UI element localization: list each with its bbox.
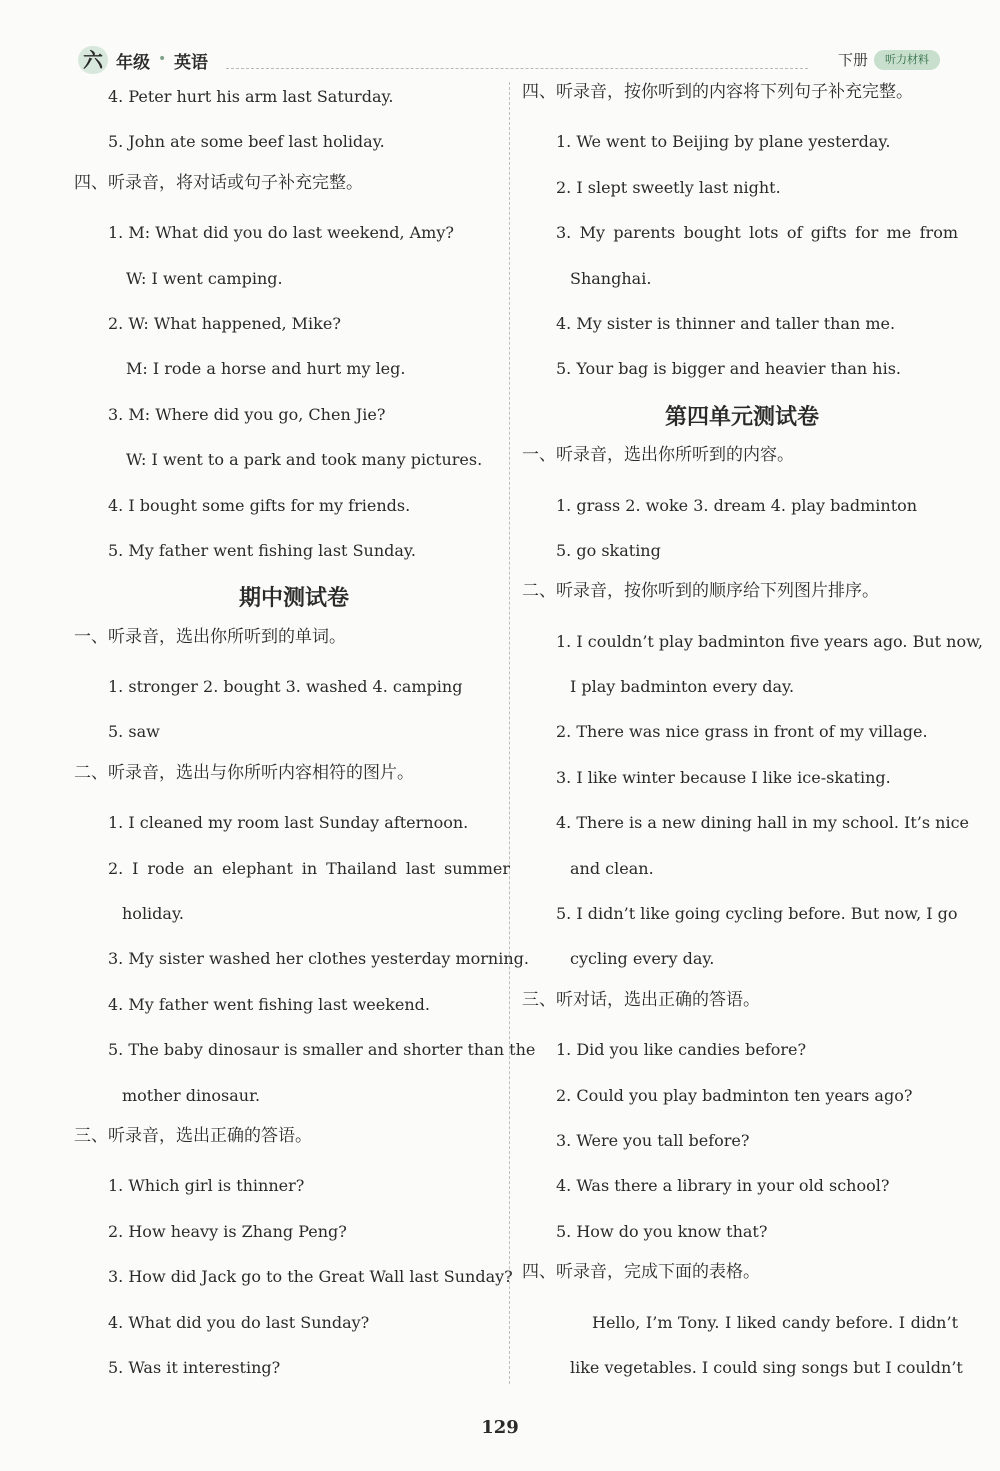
test-title: 第四单元测试卷: [664, 404, 819, 430]
text-line: 3. M: Where did you go, Chen Jie?: [108, 404, 386, 424]
text-line: 4. There is a new dining hall in my school. It’s nice: [556, 813, 969, 833]
text-line: 3. My sister washed her clothes yesterday morning.: [108, 949, 529, 969]
volume-label: 下册: [837, 51, 868, 69]
section-heading: 四、听录音，按你听到的内容将下列句子补充完整。: [522, 82, 913, 102]
dialogue-line: W: I went to a park and took many pictures.: [126, 450, 483, 470]
paragraph-line: Hello, I’m Tony. I liked candy before. I didn’t: [592, 1312, 958, 1332]
text-line: 5. My father went fishing last Sunday.: [108, 540, 416, 560]
section-heading: 四、听录音，将对话或句子补充完整。: [74, 172, 363, 193]
text-line: 5. go skating: [556, 540, 661, 560]
header-separator: •: [158, 51, 167, 67]
text-line: 1. We went to Beijing by plane yesterday.: [556, 132, 891, 152]
text-line: 2. There was nice grass in front of my village.: [556, 722, 928, 742]
section-heading: 三、听录音，选出正确的答语。: [74, 1125, 312, 1146]
text-line: 2. Could you play badminton ten years ago?: [556, 1085, 913, 1105]
continuation-line: and clean.: [570, 858, 654, 878]
section-heading: 三、听对话，选出正确的答语。: [522, 989, 760, 1010]
text-line: 1. I couldn’t play badminton five years ago. But now,: [556, 631, 983, 651]
continuation-line: holiday.: [122, 904, 184, 924]
text-line: 2. W: What happened, Mike?: [108, 313, 341, 333]
text-line: 1. Which girl is thinner?: [108, 1176, 305, 1196]
section-heading: 二、听录音，按你听到的顺序给下列图片排序。: [522, 581, 879, 602]
grade-badge: 六: [78, 46, 108, 74]
text-line: 3. Were you tall before?: [556, 1130, 750, 1150]
text-line: 2. I rode an elephant in Thailand last summer: [108, 858, 510, 878]
text-line: 1. stronger 2. bought 3. washed 4. camping: [108, 677, 463, 697]
right-column: [522, 77, 983, 1393]
text-line: 4. My sister is thinner and taller than me.: [556, 313, 896, 333]
text-line: 3. My parents bought lots of gifts for me from: [556, 223, 958, 243]
text-line: 1. grass 2. woke 3. dream 4. play badminton: [556, 495, 918, 515]
page-number: 129: [481, 1417, 519, 1438]
text-line: 5. The baby dinosaur is smaller and shorter than the: [108, 1040, 536, 1060]
continuation-line: I play badminton every day.: [570, 677, 795, 697]
continuation-line: cycling every day.: [570, 949, 715, 969]
continuation-line: like vegetables. I could sing songs but I couldn’t: [570, 1357, 963, 1377]
left-column: [74, 77, 536, 1393]
text-line: 5. Your bag is bigger and heavier than his.: [556, 359, 901, 379]
grade-label: 年级: [116, 53, 150, 73]
dialogue-line: M: I rode a horse and hurt my leg.: [126, 359, 406, 379]
text-line: 5. How do you know that?: [556, 1221, 768, 1241]
text-line: 4. What did you do last Sunday?: [108, 1312, 370, 1332]
section-heading: 四、听录音，完成下面的表格。: [522, 1262, 760, 1283]
continuation-line: mother dinosaur.: [122, 1085, 261, 1105]
text-line: 5. I didn’t like going cycling before. But now, I go: [556, 904, 958, 924]
text-line: 1. Did you like candies before?: [556, 1040, 807, 1060]
dialogue-line: W: I went camping.: [126, 268, 283, 288]
text-line: 4. My father went fishing last weekend.: [108, 994, 430, 1014]
section-heading: 一、听录音，选出你所听到的内容。: [522, 445, 794, 466]
text-line: 3. I like winter because I like ice-skating.: [556, 767, 891, 787]
text-line: 1. I cleaned my room last Sunday afternoon.: [108, 813, 469, 833]
text-line: 3. How did Jack go to the Great Wall last Sunday?: [108, 1267, 513, 1287]
text-line: 5. John ate some beef last holiday.: [108, 132, 385, 152]
text-line: 4. Was there a library in your old school?: [556, 1176, 890, 1196]
text-line: 2. How heavy is Zhang Peng?: [108, 1221, 347, 1241]
header-rule: [226, 68, 808, 69]
text-line: 4. Peter hurt his arm last Saturday.: [108, 87, 394, 106]
section-heading: 一、听录音，选出你所听到的单词。: [74, 626, 346, 647]
text-line: 5. saw: [108, 722, 160, 742]
page-header: [78, 46, 948, 76]
continuation-line: Shanghai.: [570, 268, 652, 288]
test-title: 期中测试卷: [238, 586, 349, 612]
series-badge: 听力材料: [874, 50, 940, 70]
text-line: 2. I slept sweetly last night.: [556, 177, 781, 197]
text-line: 1. M: What did you do last weekend, Amy?: [108, 223, 454, 243]
text-line: 4. I bought some gifts for my friends.: [108, 495, 411, 515]
text-line: 5. Was it interesting?: [108, 1357, 281, 1377]
subject-label: 英语: [174, 53, 208, 73]
section-heading: 二、听录音，选出与你所听内容相符的图片。: [74, 762, 414, 783]
